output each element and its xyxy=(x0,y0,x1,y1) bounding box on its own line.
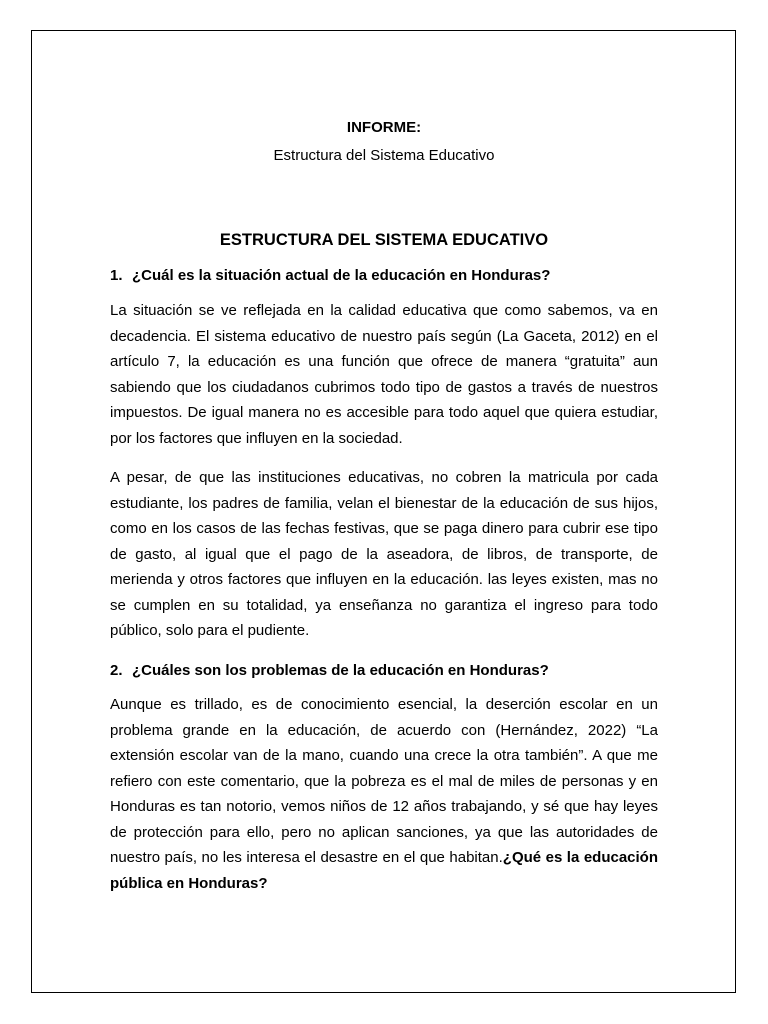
section-2-number: 2. xyxy=(110,662,123,679)
section-1-paragraph-2: A pesar, de que las instituciones educativas, no cobren la matricula por cada estudiante, los padres de familia, velan el bienestar de la educación de sus hijos, como en los casos de las fechas festivas, que se paga dinero para cubrir ese tipo de gasto, al igual que el pago de la aseadora, de libros, de transporte, de merienda y otros factores que influyen en la educación. las leyes existen, mas no se cumplen en su totalidad, ya enseñanza no garantiza el ingreso para todo público, solo para el pudiente. xyxy=(110,469,658,639)
section-1-paragraph-1: La situación se ve reflejada en la calidad educativa que como sabemos, va en decadencia. El sistema educativo de nuestro país según (La Gaceta, 2012) en el artículo 7, la educación es una función que ofrece de manera “gratuita” aun sabiendo que los ciudadanos cubrimos todo tipo de gastos a través de nuestros impuestos. De igual manera no es accesible para todo aquel que quiera estudiar, por los factores que influyen en la sociedad. xyxy=(110,302,658,447)
section-2-question xyxy=(110,661,658,681)
section-2-question-text: ¿Cuáles son los problemas de la educación en Honduras? xyxy=(132,662,549,679)
section-3-question-inline: ¿Qué es la educación pública en Honduras? xyxy=(110,849,659,892)
section-2-paragraph-text: Aunque es trillado, es de conocimiento esencial, la deserción escolar en un problema grande en la educación, de acuerdo con (Hernández, 2022) “La extensión escolar van de la mano, cuando una crece la otra también”. A que me refiero con este comentario, que la pobreza es el mal de miles de personas y en Honduras es tan notorio, vemos niños de 12 años trabajando, y sé que hay leyes de protección para ello, pero no aplican sanciones, ya que las autoridades de nuestro país, no les interesa el desastre en el que habitan. xyxy=(110,696,658,866)
main-title: ESTRUCTURA DEL SISTEMA EDUCATIVO xyxy=(219,231,549,249)
section-1-number: 1. xyxy=(110,267,123,284)
report-label: INFORME: xyxy=(346,119,422,136)
section-1-question-text: ¿Cuál es la situación actual de la educación en Honduras? xyxy=(132,267,551,284)
section-2-paragraph-1 xyxy=(110,692,658,896)
report-subtitle: Estructura del Sistema Educativo xyxy=(273,147,495,164)
section-1-question xyxy=(110,266,658,286)
